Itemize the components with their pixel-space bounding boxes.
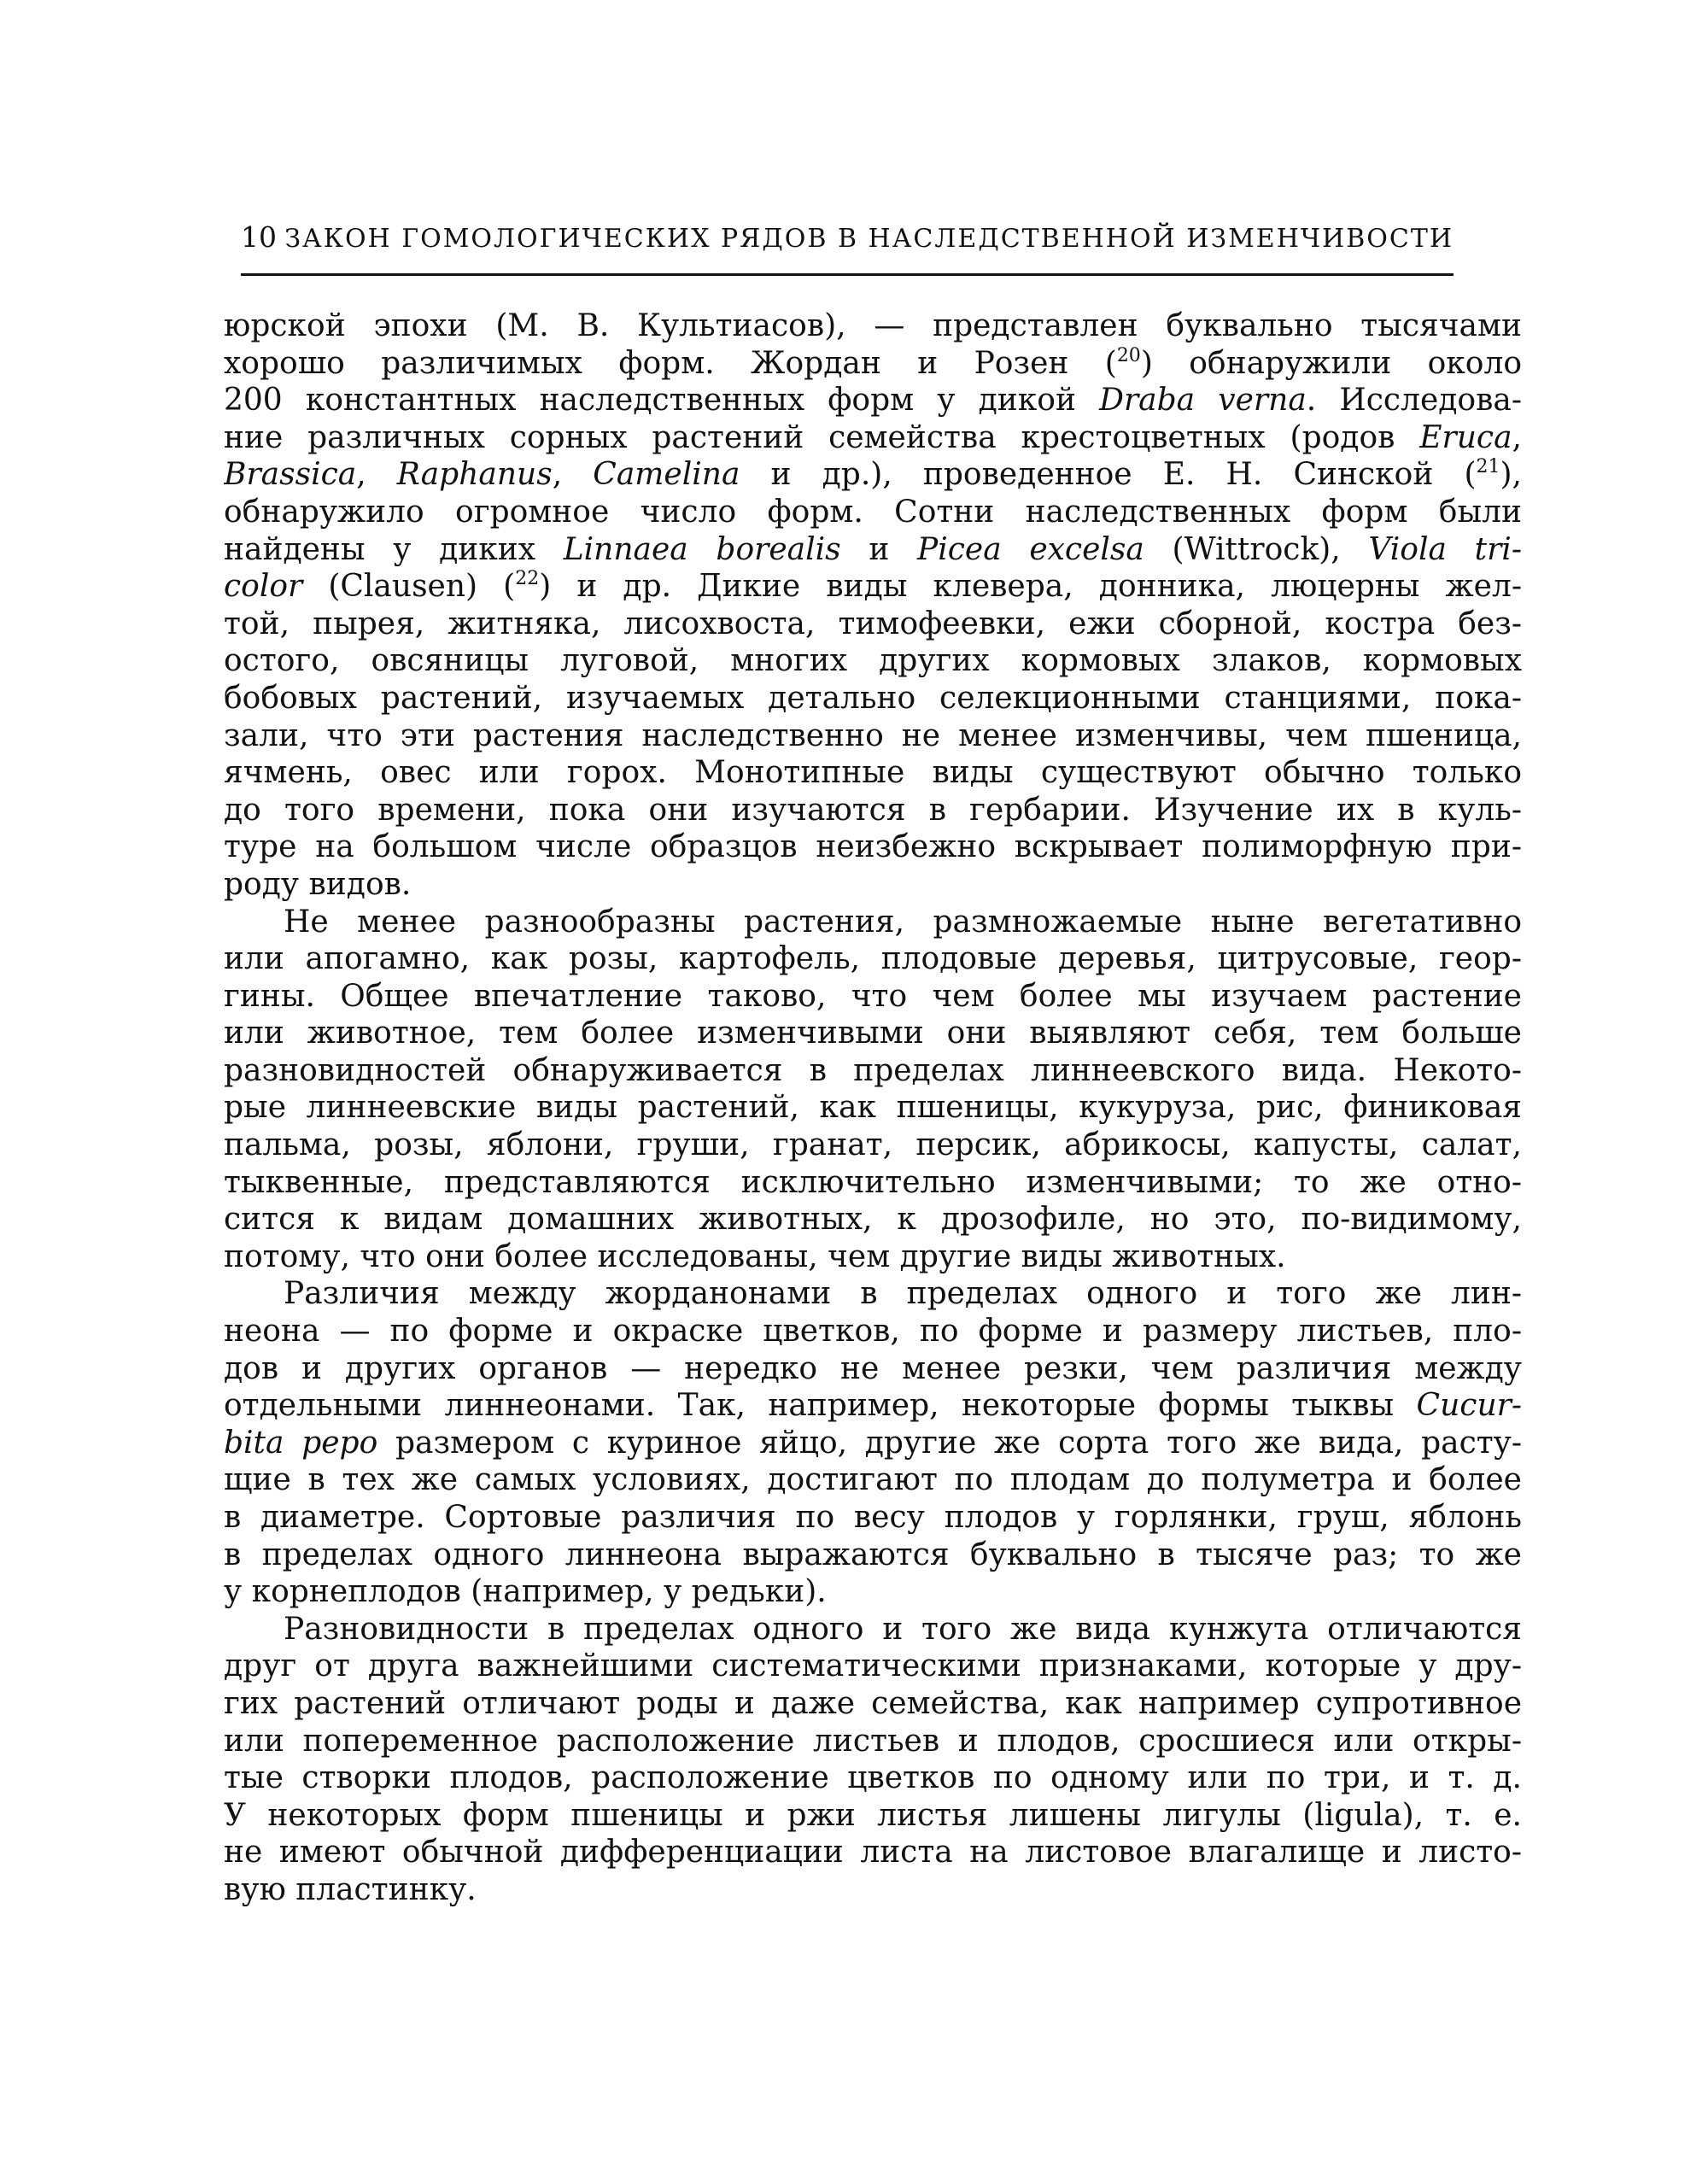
text-line: ние различных сорных растений семейства крестоцветных (родов Eruca,: [224, 419, 1522, 455]
running-title: ЗАКОН ГОМОЛОГИЧЕСКИХ РЯДОВ В НАСЛЕДСТВЕННОЙ ИЗМЕНЧИВОСТИ: [284, 224, 1454, 254]
footnote-ref: 22: [515, 568, 540, 590]
text-line: обнаружило огромное число форм. Сотни наследственных форм были: [224, 494, 1522, 530]
text-line: щие в тех же самых условиях, достигают по плодам до полуметра и более: [224, 1462, 1522, 1498]
text-line: или апогамно, как розы, картофель, плодовые деревья, цитрусовые, геор-: [224, 941, 1522, 977]
text-line: bita pepo размером с куриное яйцо, другие же сорта того же вида, расту-: [224, 1425, 1522, 1461]
text-line: гины. Общее впечатление таково, что чем более мы изучаем растение: [224, 978, 1522, 1014]
header-rule: [241, 273, 1454, 276]
text-line: неона — по форме и окраске цветков, по форме и размеру листьев, пло-: [224, 1314, 1522, 1350]
latin-name: color: [224, 569, 303, 605]
running-header: [241, 220, 1454, 256]
latin-name: Cucur-: [1416, 1388, 1522, 1424]
latin-name: Raphanus: [396, 457, 553, 493]
text-line: дов и других органов — нередко не менее резки, чем различия между: [224, 1350, 1522, 1386]
text-line: Не менее разнообразны растения, размножаемые ныне вегетативно: [284, 904, 1522, 940]
text-line: рые линнеевские виды растений, как пшеницы, кукуруза, рис, финиковая: [224, 1090, 1522, 1126]
footnote-ref: 21: [1476, 456, 1500, 478]
paragraph-2: [224, 904, 1522, 1276]
text-line: или животное, тем более изменчивыми они выявляют себя, тем больше: [224, 1016, 1522, 1051]
latin-name: Eruca: [1419, 419, 1512, 455]
text-line: пальма, розы, яблони, груши, гранат, персик, абрикосы, капусты, салат,: [224, 1127, 1522, 1163]
paragraph-3: [224, 1275, 1522, 1610]
text-line: тые створки плодов, расположение цветков по одному или по три, и т. д.: [224, 1760, 1522, 1796]
text-line: У некоторых форм пшеницы и ржи листья лишены лигулы (ligula), т. е.: [224, 1797, 1522, 1833]
text-line: юрской эпохи (М. В. Культиасов), — представлен буквально тысячами: [224, 308, 1522, 343]
page-number: 10: [241, 220, 277, 254]
text-line: сится к видам домашних животных, к дрозофиле, но это, по-видимому,: [224, 1202, 1522, 1238]
text-line: Разновидности в пределах одного и того же вида кунжута отличаются: [284, 1611, 1522, 1647]
latin-name: Brassica: [224, 457, 357, 493]
text-line: той, пырея, житняка, лисохвоста, тимофеевки, ежи сборной, костра без-: [224, 606, 1522, 641]
latin-name: Picea excelsa: [916, 531, 1144, 567]
text-line: вую пластинку.: [224, 1871, 477, 1907]
latin-name: Camelina: [593, 457, 740, 493]
text-line: у корнеплодов (например, у редьки).: [224, 1574, 827, 1610]
text-line: в диаметре. Сортовые различия по весу плодов у горлянки, груш, яблонь: [224, 1500, 1522, 1535]
latin-name: Viola tri-: [1368, 531, 1522, 567]
text-line: зали, что эти растения наследственно не менее изменчивы, чем пшеница,: [224, 717, 1522, 753]
text-line: туре на большом числе образцов неизбежно вскрывает полиморфную при-: [224, 829, 1522, 865]
text-line: разновидностей обнаруживается в пределах линнеевского вида. Некото-: [224, 1052, 1522, 1088]
text-line: 200 константных наследственных форм у дикой Draba verna. Исследова-: [224, 383, 1522, 419]
text-line: гих растений отличают роды и даже семейства, как например супротивное: [224, 1685, 1522, 1721]
text-line: Brassica, Raphanus, Camelina и др.), проведенное Е. Н. Синской ($^{21}$),: [224, 456, 1522, 493]
paragraph-4: [224, 1611, 1522, 1909]
text-line: тыквенные, представляются исключительно изменчивыми; то же отно-: [224, 1164, 1522, 1200]
latin-name: Draba verna: [1099, 383, 1307, 419]
text-line: или попеременное расположение листьев и плодов, сросшиеся или откры-: [224, 1723, 1522, 1759]
latin-name: bita pepo: [224, 1425, 378, 1461]
paragraph-1: [224, 307, 1522, 904]
text-line: color (Clausen) ($^{22}$) и др. Дикие виды клевера, донника, люцерны жел-: [224, 568, 1522, 605]
text-line: отдельными линнеонами. Так, например, некоторые формы тыквы Cucur-: [224, 1388, 1522, 1424]
text-line: потому, что они более исследованы, чем другие виды животных.: [224, 1238, 1286, 1274]
text-line: роду видов.: [224, 866, 412, 902]
text-line: остого, овсяницы луговой, многих других кормовых злаков, кормовых: [224, 643, 1522, 679]
text-line: друг от друга важнейшими систематическими признаками, которые у дру-: [224, 1648, 1522, 1684]
text-line: найдены у диких Linnaea borealis и Picea excelsa (Wittrock), Viola tri-: [224, 531, 1522, 567]
page-body: [224, 307, 1522, 1909]
text-line: до того времени, пока они изучаются в гербарии. Изучение их в куль-: [224, 792, 1522, 828]
text-line: не имеют обычной дифференциации листа на листовое влагалище и листо-: [224, 1835, 1522, 1871]
text-line: Различия между жорданонами в пределах одного и того же лин-: [284, 1276, 1522, 1312]
text-line: бобовых растений, изучаемых детально селекционными станциями, пока-: [224, 680, 1522, 716]
footnote-ref: 20: [1116, 344, 1141, 366]
text-line: хорошо различимых форм. Жордан и Розен ($^{20}$) обнаружили около: [224, 344, 1522, 381]
text-line: в пределах одного линнеона выражаются буквально в тысяче раз; то же: [224, 1537, 1522, 1572]
latin-name: Linnaea borealis: [563, 531, 841, 567]
text-line: ячмень, овес или горох. Монотипные виды существуют обычно только: [224, 755, 1522, 791]
